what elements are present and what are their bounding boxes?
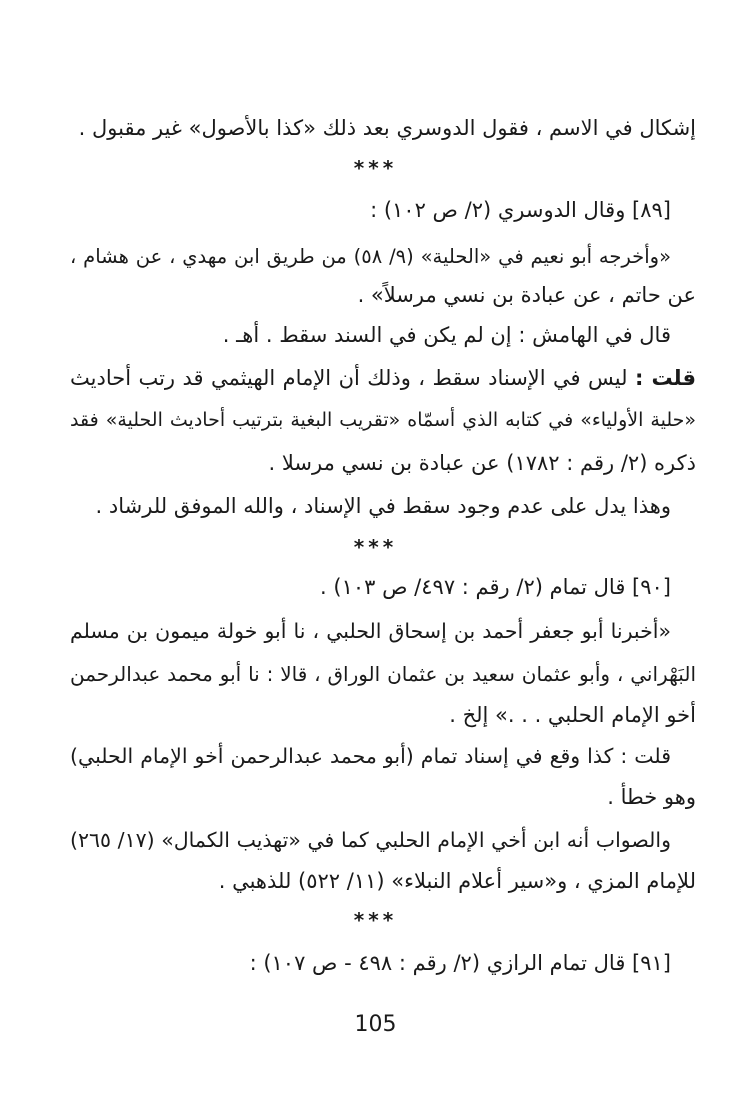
text-line-16: والصواب أنه ابن أخي الإمام الحلبي كما في «تهذيب الكمال» (١٧/ ٢٦٥): [70, 828, 671, 852]
text-line-9: وهذا يدل على عدم وجود سقط في الإسناد ، والله الموفق للرشاد .: [95, 494, 671, 518]
page-number: 105: [354, 1012, 397, 1037]
text-line-11: «أخبرنا أبو جعفر أحمد بن إسحاق الحلبي ، نا أبو خولة ميمون بن مسلم: [70, 619, 671, 643]
text-line-6-body: ليس في الإسناد سقط ، وذلك أن الإمام الهيثمي قد رتب أحاديث: [70, 366, 628, 390]
text-line-17: للإمام المزي ، و«سير أعلام النبلاء» (١١/ ٥٢٢) للذهبي .: [218, 869, 696, 893]
text-line-2: [٨٩] وقال الدوسري (٢/ ص ١٠٢) :: [370, 198, 671, 222]
text-line-4: عن حاتم ، عن عبادة بن نسي مرسلاً» .: [357, 283, 696, 307]
text-line-1: إشكال في الاسم ، فقول الدوسري بعد ذلك «كذا بالأصول» غير مقبول .: [78, 116, 696, 140]
text-line-6: [70, 363, 696, 393]
section-separator-2: ***: [353, 535, 398, 559]
section-separator-1: ***: [353, 156, 398, 180]
text-line-3: «وأخرجه أبو نعيم في «الحلية» (٩/ ٥٨) من طريق ابن مهدي ، عن هشام ،: [70, 245, 671, 268]
text-line-7: «حلية الأولياء» في كتابه الذي أسمّاه «تقريب البغية بترتيب أحاديث الحلية» فقد: [70, 409, 696, 431]
section-separator-3: ***: [353, 908, 398, 932]
text-line-14: قلت : كذا وقع في إسناد تمام (أبو محمد عبدالرحمن أخو الإمام الحلبي): [70, 744, 671, 768]
text-line-18: [٩١] قال تمام الرازي (٢/ رقم : ٤٩٨ - ص ١٠٧) :: [249, 951, 671, 975]
text-line-8: ذكره (٢/ رقم : ١٧٨٢) عن عبادة بن نسي مرسلا .: [268, 451, 696, 475]
text-line-15: وهو خطأ .: [607, 785, 696, 809]
text-line-5: قال في الهامش : إن لم يكن في السند سقط . أهـ .: [222, 323, 671, 347]
text-line-10: [٩٠] قال تمام (٢/ رقم : ٤٩٧/ ص ١٠٣) .: [320, 575, 671, 599]
text-line-12: البَهْراني ، وأبو عثمان سعيد بن عثمان الوراق ، قالا : نا أبو محمد عبدالرحمن: [70, 662, 696, 686]
note-label: قلت :: [634, 366, 696, 390]
text-line-13: أخو الإمام الحلبي . . .» إلخ .: [449, 703, 696, 727]
